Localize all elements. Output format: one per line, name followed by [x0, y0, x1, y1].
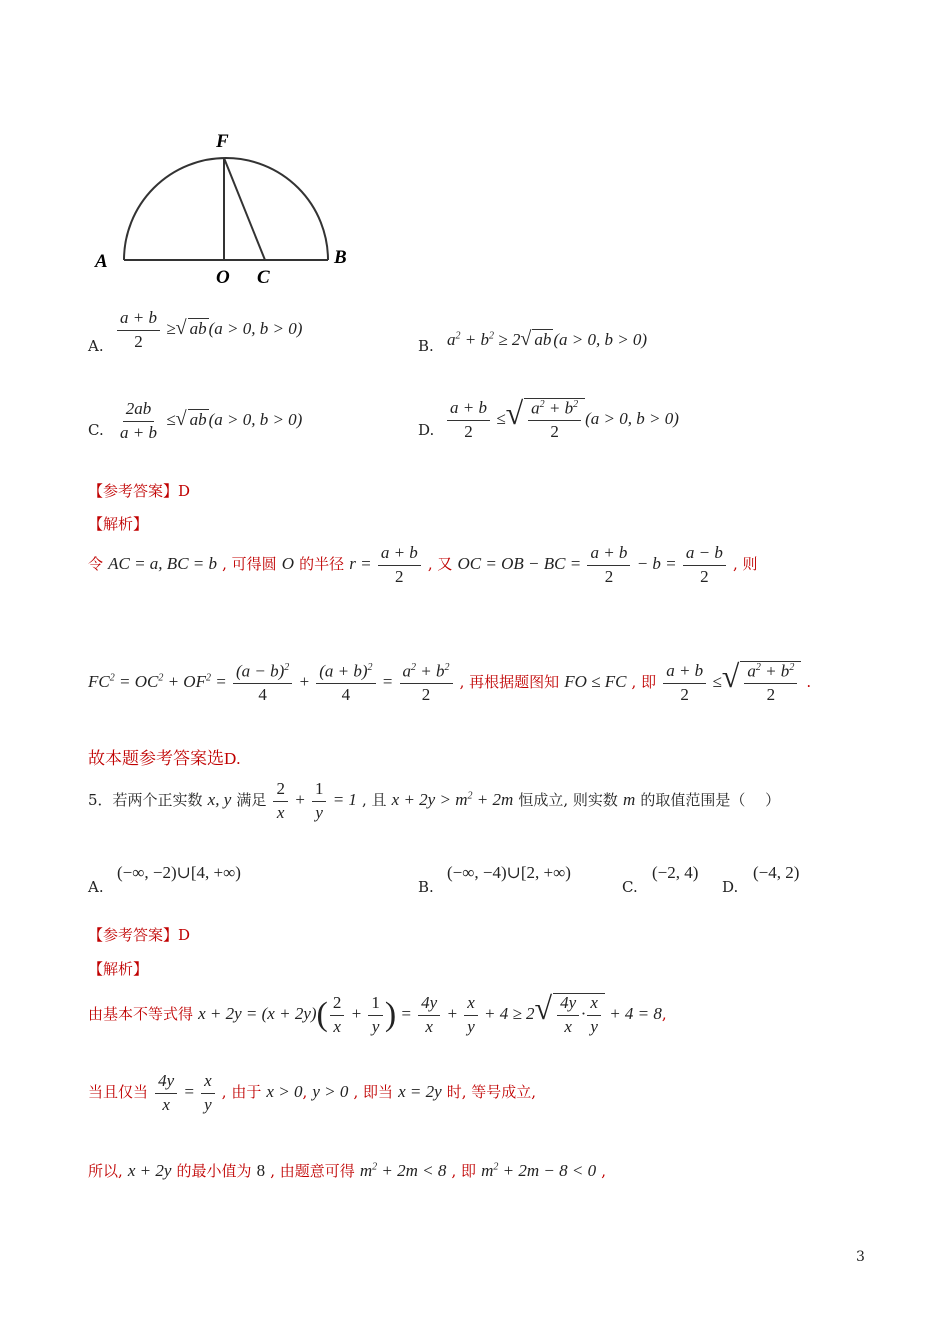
q5-stem-4: 恒成立, 则实数: [518, 791, 618, 810]
q4-option-a-formula: $\frac{a + b}{2}$ ≥√ ab (a > 0, b > 0): [115, 309, 302, 351]
q5-analysis-line-2: 当且仅当 $\frac{4y}{x}$ = $\frac{x}{y}$ , 由于 x > 0, y > 0 , 即当 x = 2y 时, 等号成立,: [88, 1071, 537, 1114]
q4-text-8: .: [806, 673, 812, 691]
q4-answer-label: 【参考答案】D: [88, 482, 191, 500]
q4-option-b-formula: $a^2 + b^2 \ge 2√$ ab (a > 0, b > 0): [447, 328, 648, 350]
q5-option-d-formula: (−4, 2): [753, 863, 800, 882]
label-c: C: [257, 267, 270, 288]
q4-text-5: , 则: [732, 555, 758, 574]
q5-line2-mid1: , 由于: [221, 1083, 262, 1102]
q5-line3-mid1: 的最小值为: [176, 1162, 252, 1180]
q4-text-1: 令: [88, 555, 104, 574]
q5-option-c-letter: C.: [622, 878, 638, 896]
q5-line2-mid2: , 即当: [353, 1083, 393, 1102]
q4-text-2: , 可得圆: [222, 555, 277, 574]
q5-option-a-formula: (−∞, −2)∪[4, +∞): [117, 863, 241, 882]
semicircle-figure: [90, 125, 360, 290]
semicircle-arc: [124, 158, 328, 260]
q4-analysis-line-2: $FC^2 = OC^2 + OF^2$ = $\frac{(a - b)^2}{4}$ + $\frac{(a + b)^2}{4}$ = $\frac{a^2 + b^2}{2}$ , 再根据题图知 FO ≤ FC , 即 $\frac{a + b}{2}$ ≤√ $\frac{a^2 + b^2}{2}$ .: [88, 658, 812, 704]
q5-stem: 5．若两个正实数 x, y 满足 $\frac{2}{x}$ + $\frac{1}{y}$ = 1 , 且 $x + 2y > m^2 + 2m$ 恒成立, 则实数 m 的取值范围是（ ）: [88, 779, 781, 822]
q4-conclusion-letter: D.: [224, 749, 241, 768]
q4-option-d-letter: D.: [418, 421, 435, 439]
q5-line3-mid2: , 由题意可得: [270, 1162, 355, 1180]
q4-option-c-formula: $\frac{2ab}{a + b}$ ≤√ ab (a > 0, b > 0): [120, 399, 303, 442]
label-o: O: [216, 267, 230, 288]
q4-option-d-formula: $\frac{a + b}{2}$ ≤√ $\frac{a^2 + b^2}{2}$ (a > 0, b > 0): [445, 395, 679, 442]
q5-analysis-label: 【解析】: [88, 960, 149, 978]
page-number: 3: [856, 1249, 865, 1265]
q5-analysis-line-3: 所以, x + 2y 的最小值为 8 , 由题意可得 $m^2 + 2m < 8$ , 即 $m^2 + 2m - 8 < 0$ ,: [88, 1161, 606, 1180]
q5-option-b-letter: B.: [418, 878, 434, 896]
label-f: F: [216, 131, 229, 152]
q5-line2-suffix: 时, 等号成立,: [446, 1083, 537, 1102]
q5-option-d-letter: D.: [722, 878, 739, 896]
q4-text-6: , 再根据题图知: [459, 673, 560, 691]
q4-option-a-letter: A.: [88, 337, 104, 355]
q5-option-a-letter: A.: [88, 878, 104, 896]
q4-option-c-letter: C.: [88, 421, 104, 439]
q4-conclusion-text: 故本题参考答案选: [88, 749, 224, 769]
segment-fc: [224, 158, 265, 260]
q5-line1-prefix: 由基本不等式得: [88, 1005, 194, 1023]
q4-conclusion: [88, 744, 241, 769]
q5-line3-suffix: ,: [601, 1162, 606, 1180]
q4-text-7: , 即: [631, 673, 657, 691]
q5-analysis-line-1: 由基本不等式得 x + 2y = (x + 2y)( $\frac{2}{x}$ + $\frac{1}{y}$ ) = $\frac{4y}{x}$ + $\frac{x}{y}$ + 4 ≥ 2√ $\frac{4y}{x}$ · $\frac{x}{y}$ + 4 = 8,: [88, 990, 667, 1036]
label-a: A: [95, 251, 108, 272]
q5-line3-prefix: 所以,: [88, 1162, 123, 1180]
q4-text-4: , 又: [427, 555, 453, 574]
q4-option-b-letter: B.: [418, 337, 434, 355]
q5-option-c-formula: (−2, 4): [652, 863, 699, 882]
q5-stem-5: 的取值范围是（ ）: [640, 791, 781, 810]
q5-stem-3: , 且: [362, 791, 387, 810]
q5-option-b-formula: (−∞, −4)∪[2, +∞): [447, 863, 571, 882]
q5-line2-prefix: 当且仅当: [88, 1083, 149, 1102]
q5-number: 5．: [88, 791, 113, 810]
q4-analysis-line-1: 令 AC = a, BC = b , 可得圆 O 的半径 r = $\frac{a + b}{2}$ , 又 OC = OB − BC = $\frac{a + b}{2}$ − b = $\frac{a - b}{2}$ , 则: [88, 543, 758, 586]
label-b: B: [334, 247, 347, 268]
q4-analysis-label: 【解析】: [88, 515, 149, 533]
q5-answer-label: 【参考答案】D: [88, 926, 191, 944]
q5-stem-1: 若两个正实数: [112, 791, 203, 810]
q5-stem-2: 满足: [236, 791, 267, 810]
q5-line3-mid3: , 即: [451, 1162, 477, 1180]
q4-text-3: 的半径: [299, 555, 345, 574]
